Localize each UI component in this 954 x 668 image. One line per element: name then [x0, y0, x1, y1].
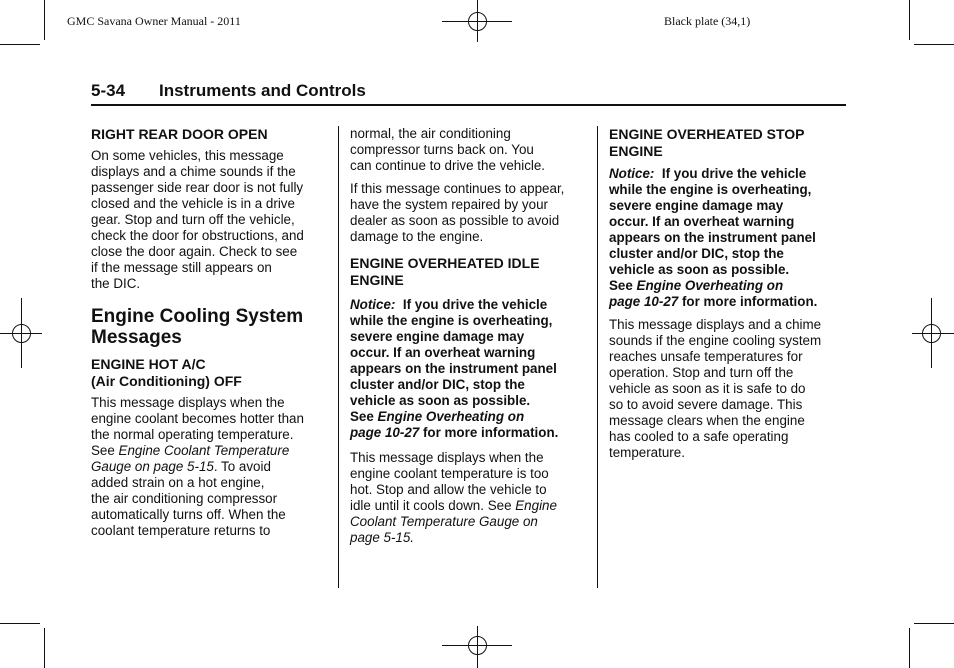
heading-engine-hot-ac-off: ENGINE HOT A/C (Air Conditioning) OFF [91, 356, 242, 389]
column-divider-2 [597, 126, 598, 588]
link-engine-overheating-ref[interactable]: Engine Overheating on [377, 409, 525, 424]
slug-plate-info: Black plate (34,1) [664, 14, 751, 28]
column-divider-1 [338, 126, 339, 588]
link-coolant-gauge-page-2[interactable]: page 5-15. [350, 530, 415, 545]
section-title: Instruments and Controls [159, 81, 366, 100]
notice-label-2: Notice: [609, 166, 655, 181]
page-header [91, 80, 846, 106]
column-2 [350, 126, 586, 553]
column-1 [91, 126, 327, 546]
registration-mark-bottom [442, 626, 512, 668]
heading-engine-cooling-system-messages: Engine Cooling System Messages [91, 306, 304, 348]
heading-engine-overheated-idle-engine: ENGINE OVERHEATED IDLE ENGINE [350, 255, 540, 288]
link-engine-overheating-page[interactable]: page 10-27 [350, 425, 420, 440]
paragraph-rear-door: On some vehicles, this message displays and a chime sounds if the passenger side rear door is not fully closed and the vehicle is in a drive gear. Stop and turn off the vehicle, check the door for obstructions, and close the door again. Check to see if the message still appears on the DIC. [91, 148, 304, 291]
notice-stop-engine: Notice: If you drive the vehicle while the engine is overheating, severe engine damage may occur. If an overheat warning appears on the instrument panel cluster and/or DIC, stop the vehicle as soon as possible. See Engine Overheating on page 10-27 for more information. [609, 166, 818, 309]
link-engine-overheating-ref-2[interactable]: Engine Overheating on [636, 278, 784, 293]
link-engine-overheating-page-2[interactable]: page 10-27 [609, 294, 679, 309]
paragraph-ac-continued: normal, the air conditioning compressor turns back on. You can continue to drive the vehicle. [350, 126, 546, 173]
link-coolant-gauge-ref[interactable]: Engine Coolant Temperature [118, 443, 290, 458]
paragraph-engine-hot-ac: This message displays when the engine coolant becomes hotter than the normal operating temperature. See Engine Coolant Temperature Gauge on page 5-15. To avoid added strain on a hot engine, the air conditioning compressor automatically turns off. When the coolant temperature returns to [91, 395, 304, 538]
link-coolant-gauge-page[interactable]: Gauge on page 5-15 [91, 459, 214, 474]
registration-mark-right [912, 298, 954, 368]
slug-manual-title: GMC Savana Owner Manual - 2011 [67, 14, 241, 28]
paragraph-stop-engine: This message displays and a chime sounds if the engine cooling system reaches unsafe temperatures for operation. Stop and turn off the vehicle as soon as it is safe to do so to avoid severe damage. This message clears when the engine has cooled to a safe operating temperature. [609, 317, 822, 460]
link-coolant-gauge-ref-2[interactable]: Engine [515, 498, 557, 513]
registration-mark-left [0, 298, 42, 368]
registration-mark-top [442, 0, 512, 42]
heading-engine-overheated-stop-engine: ENGINE OVERHEATED STOP ENGINE [609, 126, 805, 159]
column-3 [609, 126, 846, 468]
notice-idle-engine: Notice: If you drive the vehicle while the engine is overheating, severe engine damage may occur. If an overheat warning appears on the instrument panel cluster and/or DIC, stop the vehicle as soon as possible. See Engine Overheating on page 10-27 for more information. [350, 297, 559, 440]
link-coolant-gauge-ref-2b[interactable]: Coolant Temperature Gauge on [350, 514, 538, 529]
paragraph-idle-engine: This message displays when the engine coolant temperature is too hot. Stop and allow the vehicle to idle until it cools down. See Engine Coolant Temperature Gauge on page 5-15. [350, 450, 586, 546]
paragraph-repair-advice: If this message continues to appear, have the system repaired by your dealer as soon as possible to avoid damage to the engine. [350, 181, 565, 244]
page-number: 5-34 [91, 81, 126, 100]
heading-right-rear-door-open: RIGHT REAR DOOR OPEN [91, 126, 268, 142]
notice-label: Notice: [350, 297, 396, 312]
